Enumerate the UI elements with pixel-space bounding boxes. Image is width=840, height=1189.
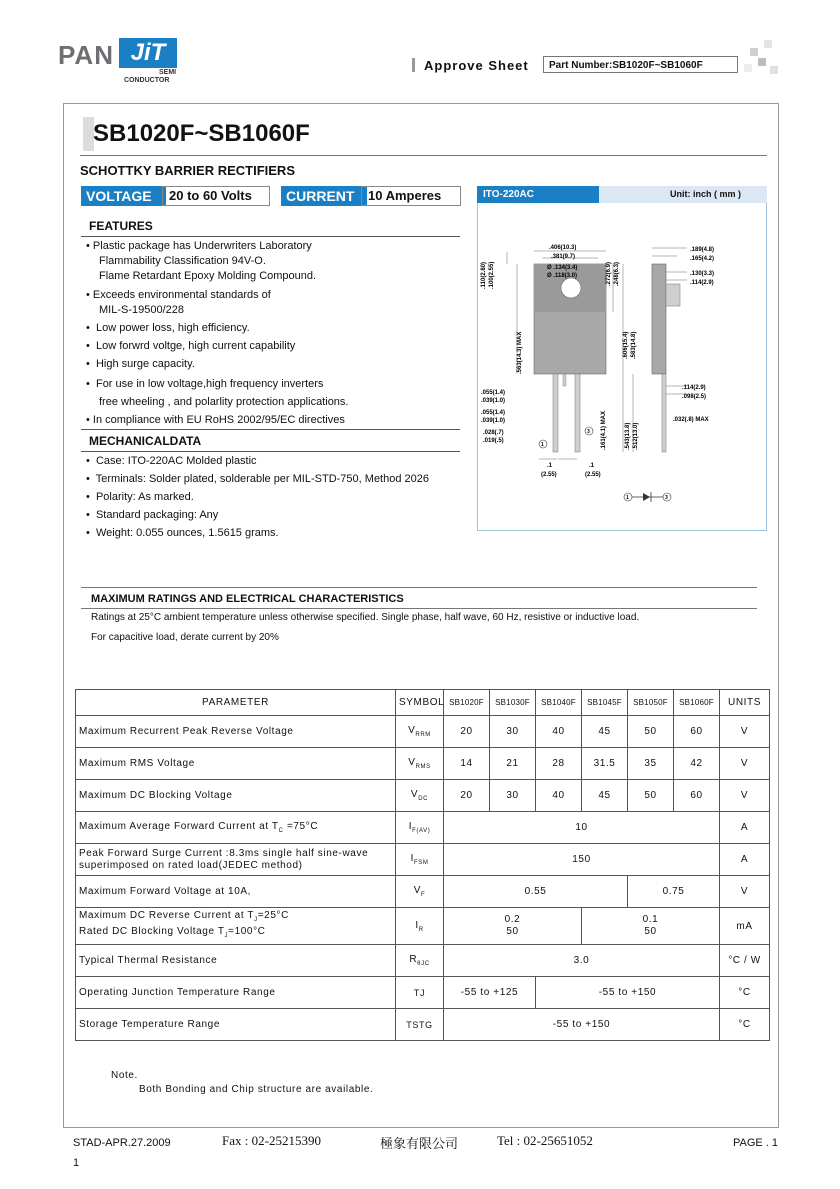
value-cell-split: 0.55 [444,876,628,908]
symbol-cell [396,876,444,908]
feature-text: For use in low voltage,high frequency inverters free wheeling , and polarlity protection applications. [95,378,349,408]
ratings-line2: For capacitive load, derate current by 20% [91,632,279,643]
dim-d1: .272(6.9) [606,261,612,286]
symbol-cell [396,945,444,977]
pin1-label: 1 [541,442,544,448]
diode-symbol-icon [624,492,671,502]
table-row [76,716,770,748]
mechanical-divider [81,451,460,452]
dim-pitch1mm: (2.55) [541,472,557,478]
feature-item: • Plastic package has Underwriters Laboratory Flammability Classification 94V-O. Flame Retardant Epoxy Molding Compound. [86,240,317,282]
symbol-text: V [410,789,419,800]
value-cell-merged: 3.0 [444,945,720,977]
ratings-line1: Ratings at 25°C ambient temperature unless otherwise specified. Single phase, half wave, 60 Hz, resistive or inductive load. [91,612,640,623]
unit-cell: A [720,844,770,876]
features-heading: FEATURES [89,219,153,233]
param-sub: J [224,933,229,939]
dim-pitch2: .1 [589,463,595,469]
value-cell: 45 [582,780,628,812]
unit-cell: V [720,876,770,908]
table-row [76,780,770,812]
dim-side4: .114(2.9) [690,280,714,286]
unit-cell: °C / W [720,945,770,977]
mechanical-item: • Weight: 0.055 ounces, 1.5615 grams. [86,527,279,539]
param-line-2 [79,926,392,942]
value-cell: 50 [628,780,674,812]
header-sb1045f: SB1045F [582,690,628,716]
deco-square [750,48,758,56]
symbol-text: I [408,821,413,832]
symbol-text: I [410,853,414,864]
spec-table [75,689,770,1041]
svg-text:1: 1 [626,495,629,501]
value-cell: 20 [444,780,490,812]
lead-3 [575,374,580,452]
value-cell-split: -55 to +150 [536,977,720,1009]
feature-item: • In compliance with EU RoHS 2002/95/EC directives [86,414,345,426]
side-lead [662,374,666,452]
value-text: 0.2 [504,914,521,925]
deco-square [744,64,752,72]
value-cell-merged: 150 [444,844,720,876]
param-text: Maximum DC Reverse Current at T [79,910,255,921]
value-cell: 35 [628,748,674,780]
value-cell-split: -55 to +125 [444,977,536,1009]
param-cell: Operating Junction Temperature Range [76,977,396,1009]
dim-pitch2mm: (2.55) [585,472,601,478]
logo-pan-text: PAN [58,40,114,70]
dim-side3: .130(3.3) [690,271,715,277]
deco-square [758,58,766,66]
value-cell: 21 [490,748,536,780]
value-cell: 60 [674,780,720,812]
param-sub: C [278,828,284,834]
param-text: Maximum Average Forward Current at T [79,821,279,832]
param-cell: Maximum RMS Voltage [76,748,396,780]
side-body [652,264,666,374]
value-cell: 60 [674,716,720,748]
part-number-box: Part Number:SB1020F~SB1060F [543,56,738,73]
header-sb1020f: SB1020F [444,690,490,716]
param-tail: =75°C [283,821,319,832]
mechanical-item: • Terminals: Solder plated, solderable per MIL-STD-750, Method 2026 [86,473,429,485]
package-name: ITO-220AC [477,186,599,203]
unit-cell: °C [720,1009,770,1041]
approve-sheet-label: Approve Sheet [424,58,529,73]
note-text: Both Bonding and Chip structure are available. [139,1084,374,1095]
dim-d2: .248(6.3) [614,261,620,286]
dim-hole2: Ø .118(3.0) [547,273,578,279]
value-cell: 20 [444,716,490,748]
symbol-text: I [415,919,419,931]
dim-top-width: .406(10.3) [549,245,577,251]
symbol-text: R [409,954,418,965]
symbol-text: V [413,885,421,896]
dim-side5: .114(2.9) [682,385,706,391]
unit-cell: °C [720,977,770,1009]
symbol-cell [396,812,444,844]
header-sb1030f: SB1030F [490,690,536,716]
param-line-1 [79,910,392,926]
dim-lead5: .028(.7) [483,430,504,436]
mounting-hole [561,278,581,298]
value-text: 50 [506,926,519,937]
logo-jit-badge: JiT [119,38,177,68]
dim-lead6: .019(.5) [483,438,504,444]
dim-lead1: .055(1.4) [481,390,506,396]
header-parameter: PARAMETER [76,690,396,716]
package-unit: Unit: inch ( mm ) [670,189,741,199]
voltage-label: VOLTAGE [81,186,166,206]
ratings-divider [81,608,757,609]
dim-inner-width: .381(9.7) [551,254,576,260]
header-sb1050f: SB1050F [628,690,674,716]
feature-text: Exceeds environmental standards of MIL-S-19500/228 [92,289,271,316]
symbol-text: V [408,725,416,736]
symbol-sub: RRM [415,732,431,738]
footer-page-num: 1 [73,1157,80,1169]
deco-square [770,66,778,74]
dim-tab-h2: .100(2.55) [489,261,495,289]
side-tab [666,284,680,306]
header-sb1040f: SB1040F [536,690,582,716]
features-divider [81,236,460,237]
lead-stub [563,374,566,386]
symbol-sub: DC [418,796,429,802]
feature-text: Plastic package has Underwriters Laboratory Flammability Classification 94V-O. Flame Retardant Epoxy Molding Compound. [92,240,317,282]
symbol-sub: R [418,926,424,933]
table-row [76,1009,770,1041]
unit-cell: mA [720,908,770,945]
param-cell: Maximum Forward Voltage at 10A, [76,876,396,908]
pin3-label: 3 [587,429,590,435]
param-text-2: superimposed on rated load(JEDEC method) [79,859,303,871]
dim-lead2: .039(1.0) [481,398,506,404]
dim-body-max: .563(14.3) MAX [517,331,523,374]
svg-text:3: 3 [665,495,668,501]
lead-1 [553,374,558,452]
symbol-cell [396,908,444,945]
mechanical-text: Terminals: Solder plated, solderable per MIL-STD-750, Method 2026 [95,473,429,485]
subtitle: SCHOTTKY BARRIER RECTIFIERS [80,163,295,178]
unit-cell: A [720,812,770,844]
mechanical-top-divider [81,429,460,430]
feature-text: Low power loss, high efficiency. [95,322,250,334]
value-cell-merged: 10 [444,812,720,844]
footer-date: STAD-APR.27.2009 [73,1137,171,1149]
table-row [76,876,770,908]
value-cell-split [582,908,720,945]
value-text: 0.1 [642,914,659,925]
value-cell: 50 [628,716,674,748]
mechanical-text: Polarity: As marked. [95,491,194,503]
dim-d3: .606(15.4) [623,331,629,359]
value-cell: 42 [674,748,720,780]
title-divider [80,155,767,156]
page-title: SB1020F~SB1060F [93,120,310,147]
header-sb1060f: SB1060F [674,690,720,716]
logo-conductor-text: CONDUCTOR [124,77,170,84]
value-cell-split: 0.75 [628,876,720,908]
footer-tel: Tel : 02-25651052 [497,1133,593,1148]
param-sub: J [254,917,258,923]
param-cell: Maximum DC Blocking Voltage [76,780,396,812]
param-cell [76,844,396,876]
ratings-heading: MAXIMUM RATINGS AND ELECTRICAL CHARACTERISTICS [91,593,404,605]
value-cell-split [444,908,582,945]
mechanical-text: Weight: 0.055 ounces, 1.5615 grams. [95,527,279,539]
feature-text: Low forwrd voltge, high current capability [95,340,296,352]
header-units: UNITS [720,690,770,716]
symbol-sub: F [421,892,426,898]
value-cell: 40 [536,780,582,812]
param-cell: Typical Thermal Resistance [76,945,396,977]
mechanical-heading: MECHANICALDATA [89,434,202,448]
footer-company: 極象有限公司 [380,1136,459,1151]
value-cell: 30 [490,716,536,748]
logo-semi-text: SEMI [159,69,177,76]
param-cell [76,812,396,844]
dim-side2: .165(4.2) [690,256,715,262]
param-tail: =25°C [257,910,289,921]
param-text: Rated DC Blocking Voltage T [79,926,225,937]
value-cell: 45 [582,716,628,748]
symbol-cell [396,716,444,748]
dim-lead-len: .161(4.1) MAX [601,410,607,450]
table-header-row [76,690,770,716]
symbol-sub: FSM [413,860,429,866]
dim-side6: .098(2.5) [682,394,707,400]
dim-lead3: .055(1.4) [481,410,506,416]
current-value: 10 Amperes [361,186,461,206]
value-cell: 30 [490,780,536,812]
package-outline-drawing [477,204,767,530]
param-cell: Storage Temperature Range [76,1009,396,1041]
feature-item: • Exceeds environmental standards of MIL-S-19500/228 [86,289,271,316]
value-cell: 14 [444,748,490,780]
feature-item: • For use in low voltage,high frequency inverters free wheeling , and polarlity protection applications. [86,378,349,408]
param-text: Peak Forward Surge Current :8.3ms single half sine-wave [79,847,369,859]
feature-item: • Low power loss, high efficiency. [86,322,250,334]
mechanical-item: • Polarity: As marked. [86,491,194,503]
feature-item: • High surge capacity. [86,358,195,370]
mechanical-item: • Standard packaging: Any [86,509,219,521]
value-cell: 28 [536,748,582,780]
value-cell: 40 [536,716,582,748]
unit-cell: V [720,780,770,812]
features-list [86,239,466,428]
ratings-top-divider [81,587,757,588]
symbol-cell [396,748,444,780]
footer-fax: Fax : 02-25215390 [222,1133,321,1148]
current-label: CURRENT [281,186,367,206]
symbol-sub: F(AV) [412,828,431,834]
unit-cell: V [720,748,770,780]
dim-lead-len2: .543(13.8) [625,422,631,450]
dim-lead-len3: .512(13.0) [633,422,639,450]
value-cell: 31.5 [582,748,628,780]
mechanical-text: Case: ITO-220AC Molded plastic [95,455,257,467]
dim-lead4: .039(1.0) [481,418,506,424]
param-cell: Maximum Recurrent Peak Reverse Voltage [76,716,396,748]
feature-text: High surge capacity. [95,358,195,370]
dim-hole1: Ø .134(3.4) [547,265,578,271]
dim-d4: .583(14.8) [631,331,637,359]
header-symbol: SYMBOL [396,690,444,716]
value-text: 50 [644,926,657,937]
feature-item: • Low forwrd voltge, high current capability [86,340,296,352]
footer-page: PAGE . 1 [733,1137,779,1149]
param-tail: =100°C [228,926,266,937]
mechanical-text: Standard packaging: Any [95,509,219,521]
mechanical-item: • Case: ITO-220AC Molded plastic [86,455,257,467]
table-row [76,844,770,876]
voltage-value: 20 to 60 Volts [162,186,270,206]
table-row [76,977,770,1009]
dim-side7: .032(.8) MAX [673,417,709,423]
note-label: Note. [111,1070,138,1081]
param-cell [76,908,396,945]
table-row [76,908,770,945]
table-row [76,748,770,780]
symbol-sub: θJC [417,961,430,967]
symbol-sub: RMS [415,764,431,770]
feature-text: In compliance with EU RoHS 2002/95/EC directives [92,414,345,426]
mechanical-list [86,454,466,541]
symbol-cell: TSTG [396,1009,444,1041]
dim-tab-h1: .110(2.80) [481,261,487,289]
approve-bar-marker [412,58,415,72]
dim-pitch1: .1 [547,463,553,469]
dim-side1: .189(4.8) [690,247,715,253]
symbol-text: V [408,757,416,768]
deco-square [764,40,772,48]
symbol-cell [396,780,444,812]
value-cell-merged: -55 to +150 [444,1009,720,1041]
symbol-cell [396,844,444,876]
symbol-cell: TJ [396,977,444,1009]
table-row [76,812,770,844]
table-row [76,945,770,977]
unit-cell: V [720,716,770,748]
